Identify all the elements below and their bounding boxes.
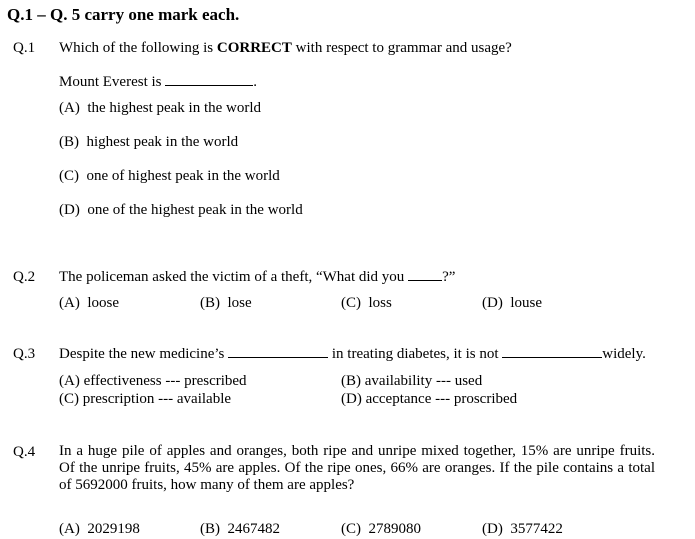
- option[interactable]: [59, 372, 247, 390]
- option-label: (D): [482, 295, 503, 311]
- stem-emphasis: CORRECT: [216, 40, 292, 56]
- option-text: effectiveness --- prescribed: [83, 373, 247, 389]
- stem-text: Despite the new medicine’s: [59, 346, 229, 362]
- option-text: loss: [368, 295, 392, 311]
- subprompt-end: .: [253, 74, 257, 90]
- option[interactable]: [59, 201, 303, 219]
- option-text: 3577422: [510, 521, 563, 537]
- option-text: 2789080: [368, 521, 421, 537]
- option-label: (C): [59, 168, 79, 184]
- option-label: (B): [341, 373, 361, 389]
- option[interactable]: [59, 520, 140, 538]
- option-label: (B): [200, 521, 220, 537]
- option[interactable]: [200, 520, 280, 538]
- option[interactable]: [341, 294, 392, 312]
- option[interactable]: [59, 390, 231, 408]
- option[interactable]: [59, 133, 238, 151]
- option-text: highest peak in the world: [86, 134, 239, 150]
- option-text: availability --- used: [364, 373, 483, 389]
- option-label: (D): [482, 521, 503, 537]
- question-subprompt: [59, 73, 257, 91]
- stem-text: Which of the following is: [59, 40, 217, 56]
- question-stem: [59, 39, 512, 57]
- option[interactable]: [59, 99, 261, 117]
- option-label: (D): [341, 391, 362, 407]
- question-number: Q.1: [13, 40, 36, 56]
- stem-text: in treating diabetes, it is not: [328, 346, 503, 362]
- option-text: one of the highest peak in the world: [87, 202, 303, 218]
- option-text: 2029198: [87, 521, 140, 537]
- option-label: (A): [59, 100, 80, 116]
- option-text: 2467482: [227, 521, 280, 537]
- option-label: (A): [59, 295, 80, 311]
- answer-blank: [165, 73, 253, 86]
- question-number: Q.3: [13, 346, 36, 362]
- option-label: (A): [59, 521, 80, 537]
- section-header: Q.1 – Q. 5 carry one mark each.: [7, 5, 240, 24]
- option-label: (D): [59, 202, 80, 218]
- option[interactable]: [482, 520, 563, 538]
- option-text: the highest peak in the world: [87, 100, 262, 116]
- option[interactable]: [59, 294, 119, 312]
- subprompt-text: Mount Everest is: [59, 74, 166, 90]
- answer-blank: [502, 345, 602, 358]
- option[interactable]: [341, 390, 517, 408]
- option-label: (C): [341, 521, 361, 537]
- option-text: prescription --- available: [82, 391, 232, 407]
- option[interactable]: [341, 372, 482, 390]
- option-text: loose: [87, 295, 119, 311]
- question-number: Q.2: [13, 269, 36, 285]
- answer-blank: [228, 345, 328, 358]
- option-label: (C): [59, 391, 79, 407]
- option-label: (C): [341, 295, 361, 311]
- option[interactable]: [482, 294, 542, 312]
- option-text: acceptance --- proscribed: [365, 391, 518, 407]
- option-text: one of highest peak in the world: [86, 168, 280, 184]
- option-label: (A): [59, 373, 80, 389]
- option[interactable]: [59, 167, 280, 185]
- stem-text: with respect to grammar and usage?: [291, 40, 512, 56]
- option[interactable]: [341, 520, 421, 538]
- answer-blank: [408, 268, 442, 281]
- question-stem: [59, 345, 646, 363]
- stem-text: The policeman asked the victim of a theft, “What did you: [59, 269, 409, 285]
- option-label: (B): [59, 134, 79, 150]
- question-stem: In a huge pile of apples and oranges, both ripe and unripe mixed together, 15% are unripe fruits. Of the unripe fruits, 45% are apples. Of the ripe ones, 66% are oranges. If the pile contains a total of 5692000 fruits, how many of them are apples?: [59, 443, 655, 493]
- question-number: Q.4: [13, 444, 36, 460]
- question-stem: [59, 268, 455, 286]
- option-text: lose: [227, 295, 252, 311]
- option-label: (B): [200, 295, 220, 311]
- option-text: louse: [510, 295, 542, 311]
- option[interactable]: [200, 294, 252, 312]
- stem-text: widely.: [602, 346, 646, 362]
- stem-text: ?”: [442, 269, 456, 285]
